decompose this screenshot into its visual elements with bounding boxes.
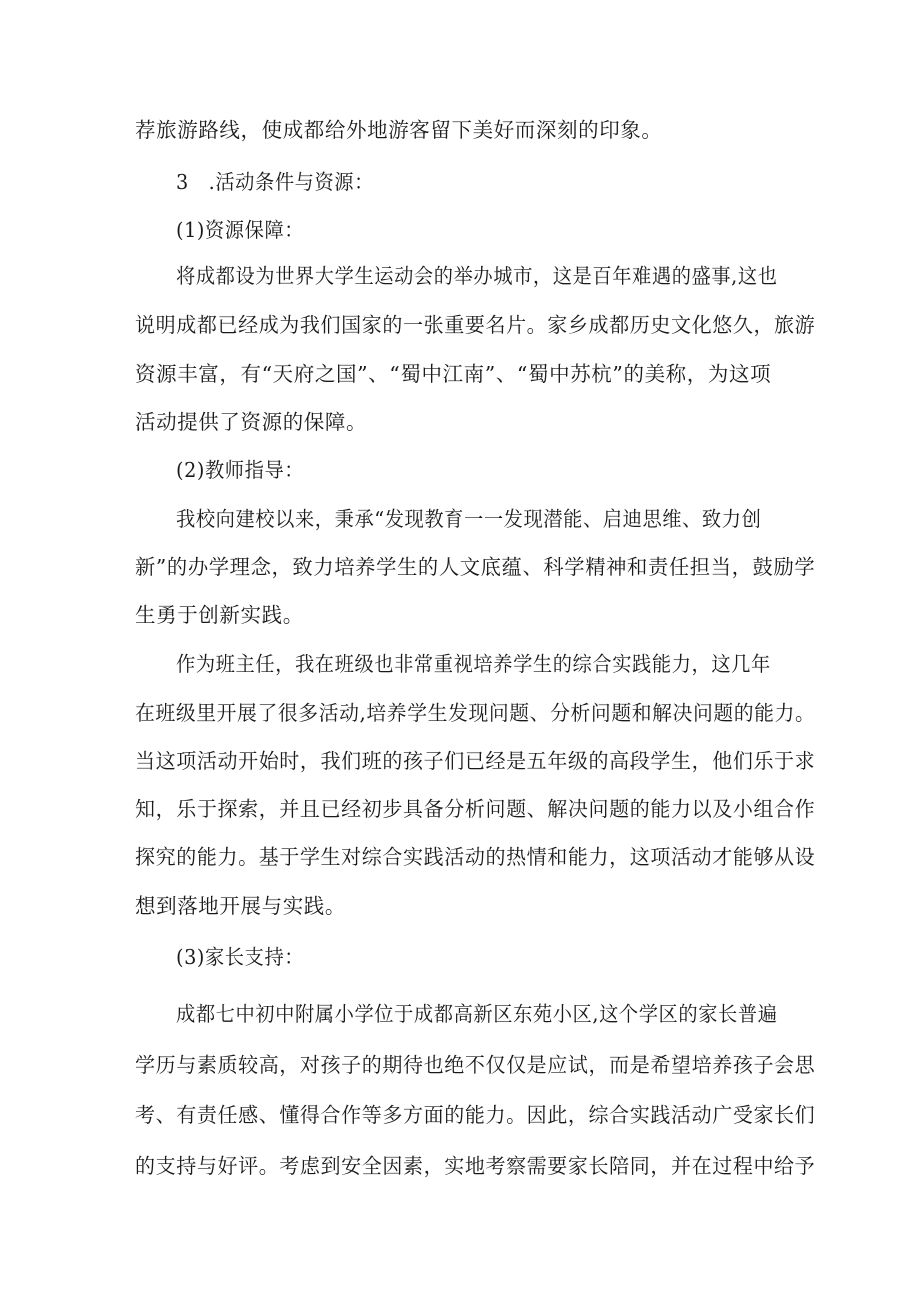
- paragraph-line: 成都七中初中附属小学位于成都高新区东苑小区,这个学区的家长普遍: [176, 1002, 778, 1026]
- paragraph-line: 当这项活动开始时，我们班的孩子们已经是五年级的高段学生，他们乐于求: [135, 749, 816, 773]
- paragraph-line: 将成都设为世界大学生运动会的举办城市，这是百年难遇的盛事,这也: [176, 264, 778, 288]
- paragraph-line: 考、有责任感、懂得合作等多方面的能力。因此，综合实践活动广受家长们: [135, 1103, 816, 1127]
- section-heading: 3 .活动条件与资源：: [176, 170, 374, 194]
- subsection-heading: (1)资源保障：: [176, 218, 305, 242]
- subsection-heading: (3)家长支持：: [176, 945, 305, 969]
- paragraph-line: 作为班主任，我在班级也非常重视培养学生的综合实践能力，这几年: [176, 652, 771, 676]
- paragraph-line: 想到落地开展与实践。: [135, 894, 346, 918]
- paragraph-line: 资源丰富，有“天府之国”、“蜀中江南”、“蜀中苏杭”的美称，为这项: [135, 362, 772, 386]
- paragraph-line: 我校向建校以来，秉承“发现教育一一发现潜能、启迪思维、致力创: [176, 507, 762, 531]
- paragraph-line: 的支持与好评。考虑到安全因素，实地考察需要家长陪同，并在过程中给予: [135, 1154, 816, 1178]
- paragraph-line: 探究的能力。基于学生对综合实践活动的热情和能力，这项活动才能够从设: [135, 845, 816, 869]
- paragraph-line: 说明成都已经成为我们国家的一张重要名片。家乡成都历史文化悠久，旅游: [135, 313, 816, 337]
- paragraph-line: 学历与素质较高，对孩子的期待也绝不仅仅是应试，而是希望培养孩子会思: [135, 1053, 816, 1077]
- paragraph-line: 活动提供了资源的保障。: [135, 410, 368, 434]
- paragraph-line: 荐旅游路线，使成都给外地游客留下美好而深刻的印象。: [135, 118, 663, 142]
- paragraph-line: 生勇于创新实践。: [135, 603, 304, 627]
- paragraph-line: 在班级里开展了很多活动,培养学生发现问题、分析问题和解决问题的能力。: [135, 701, 816, 725]
- subsection-heading: (2)教师指导：: [176, 458, 305, 482]
- paragraph-line: 知，乐于探索，并且已经初步具备分析问题、解决问题的能力以及小组合作: [135, 797, 816, 821]
- paragraph-line: 新”的办学理念，致力培养学生的人文底蕴、科学精神和责任担当，鼓励学: [135, 555, 816, 579]
